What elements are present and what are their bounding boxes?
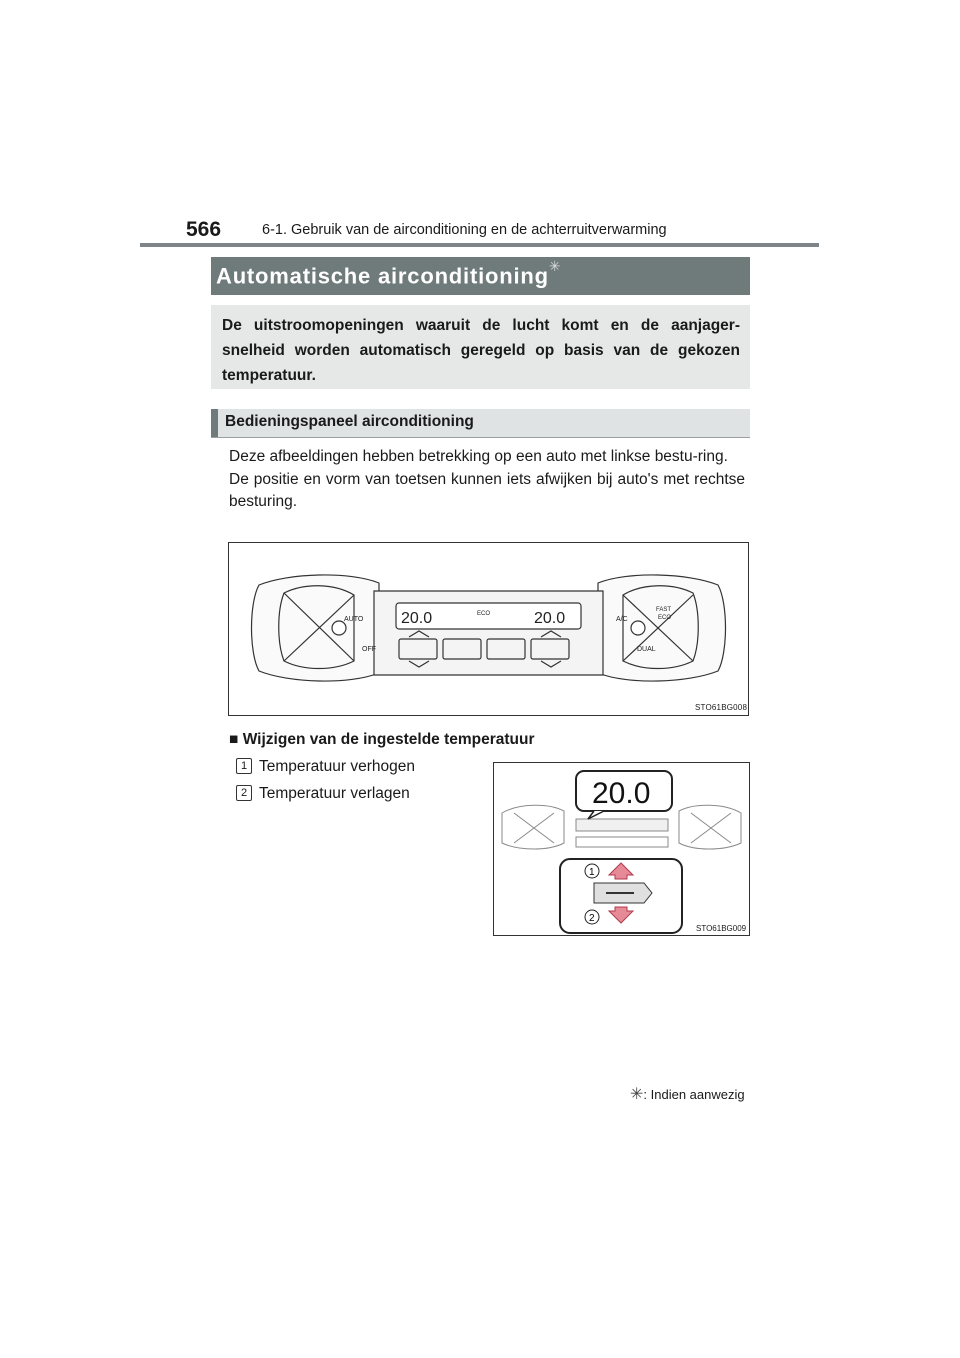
bullet-icon: ■: [229, 731, 239, 748]
optional-equipment-mark: ✳: [548, 258, 562, 274]
body-paragraph: [229, 446, 745, 514]
subsection-underline: [211, 437, 750, 438]
step-label-1: Temperatuur verhogen: [259, 758, 415, 775]
subsection-title: Bedieningspaneel airconditioning: [225, 413, 474, 430]
chapter-title: 6-1. Gebruik van de airconditioning en de achterruitverwarming: [262, 222, 667, 238]
display-left-temp: 20.0: [401, 610, 433, 627]
auto-button[interactable]: AUTO: [344, 616, 364, 623]
figure-temperature-switch: [493, 762, 750, 936]
display-right-temp: 20.0: [534, 610, 566, 627]
temperature-switch-illustration: [494, 763, 749, 935]
display-eco-label: ECO: [477, 611, 491, 617]
step-number-2: 2: [236, 785, 252, 801]
footnote-text: : Indien aanwezig: [643, 1087, 745, 1102]
body-paragraph-2: De positie en vorm van toetsen kunnen iets afwijken bij auto's met rechtse besturing.: [229, 470, 745, 510]
step-label-2: Temperatuur verlagen: [259, 785, 410, 802]
temperature-heading: [229, 731, 535, 749]
callout-number-1: 1: [589, 867, 595, 878]
section-title-text: Automatische airconditioning: [216, 263, 549, 289]
header-divider: [140, 243, 819, 247]
fast-button[interactable]: FAST: [656, 607, 672, 613]
eco-button[interactable]: ECO: [658, 615, 672, 621]
asterisk-icon: ✳: [630, 1086, 644, 1103]
figure1-code: STO61BG008: [695, 703, 748, 712]
temperature-heading-text: Wijzigen van de ingestelde temperatuur: [242, 731, 535, 748]
figure2-code: STO61BG009: [696, 924, 747, 933]
body-paragraph-1: Deze afbeeldingen hebben betrekking op een auto met linkse bestu-ring.: [229, 448, 728, 465]
intro-text: De uitstroomopeningen waaruit de lucht komt en de aanjager-snelheid worden automatisch geregeld op basis van de gekozen temperatuur.: [222, 317, 740, 384]
section-title: [216, 258, 562, 289]
dual-button[interactable]: DUAL: [637, 646, 656, 653]
subsection-accent: [211, 409, 218, 437]
callout-number-2: 2: [589, 913, 595, 924]
page-number: 566: [186, 218, 222, 241]
figure-control-panel: [228, 542, 749, 716]
control-panel-illustration: [229, 543, 748, 715]
callout-display-temp: 20.0: [592, 777, 651, 810]
ac-button[interactable]: A/C: [616, 616, 628, 623]
footnote: [630, 1084, 745, 1104]
off-button[interactable]: OFF: [362, 646, 376, 653]
step-number-1: 1: [236, 758, 252, 774]
